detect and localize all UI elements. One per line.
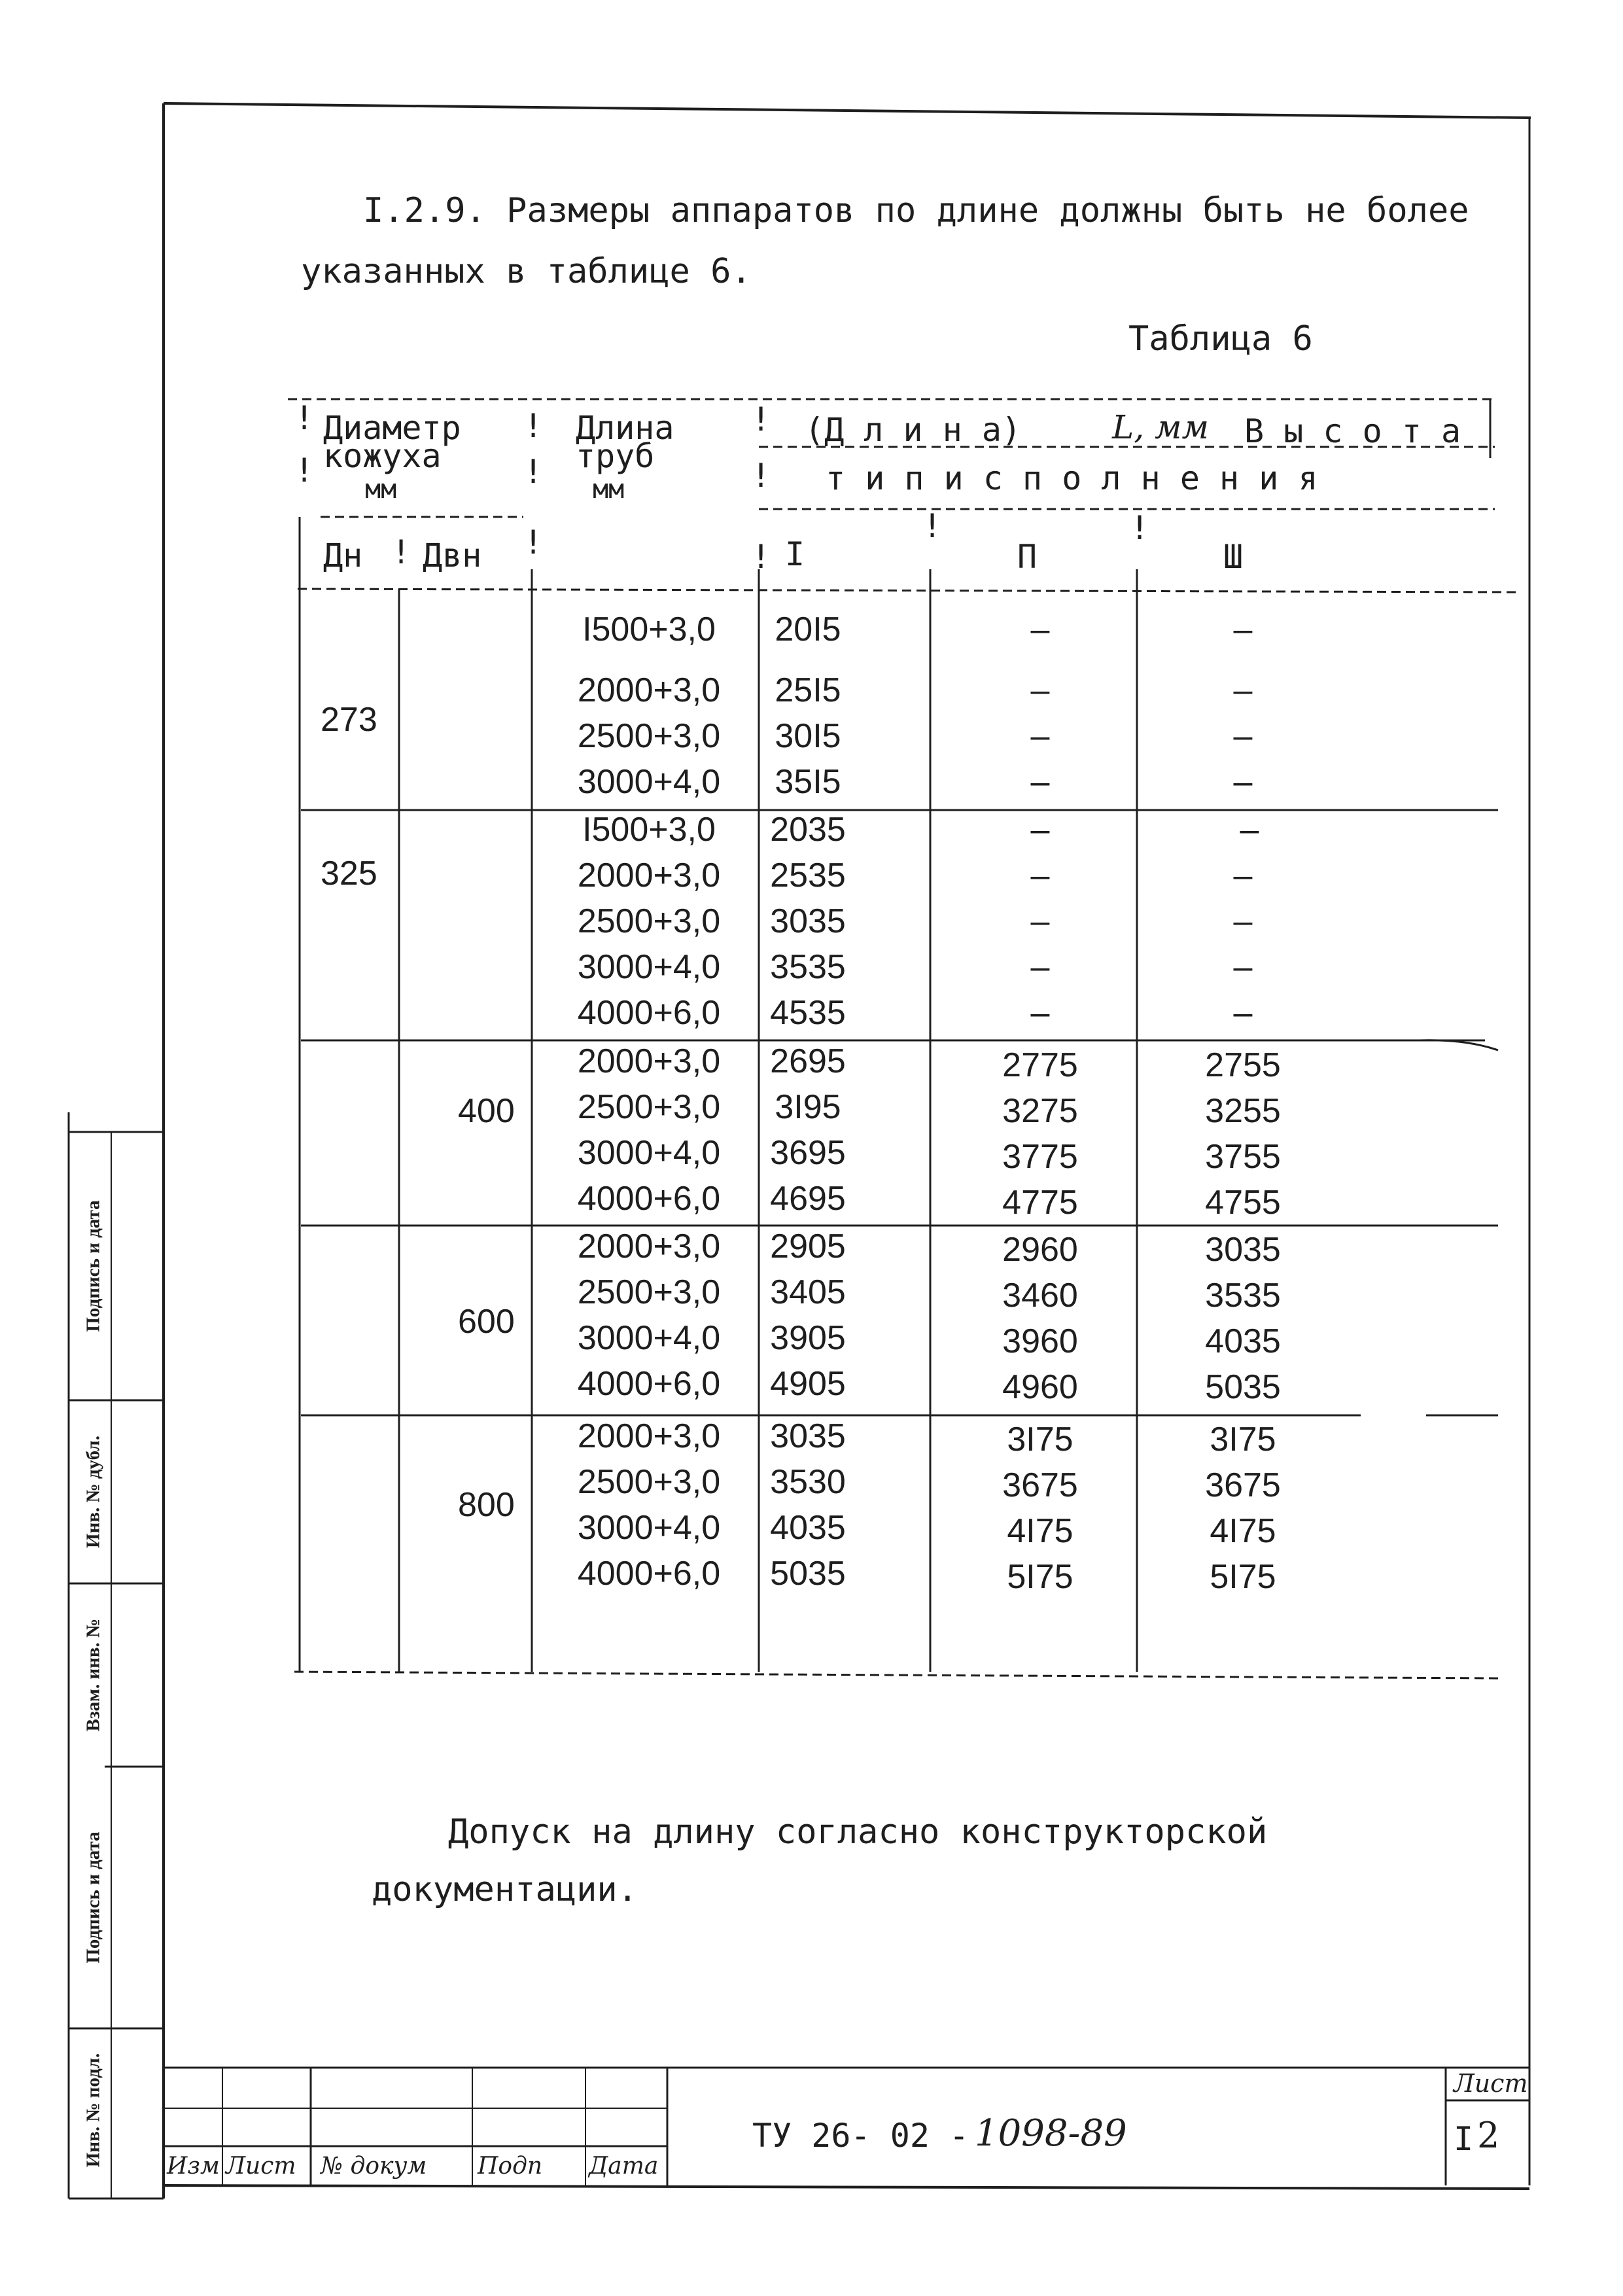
cell-type-1: 4905: [770, 1365, 846, 1403]
header-dvn: Двн: [423, 537, 482, 574]
cell-type-1: 4695: [770, 1180, 846, 1218]
cell-type-3: –: [1233, 717, 1253, 755]
cell-length: 2000+3,0: [577, 671, 721, 709]
cell-type-1: 3695: [770, 1134, 846, 1172]
document-code-handwritten: 1098-89: [975, 2112, 1127, 2155]
header-type-1: I: [785, 535, 805, 573]
divider-mark: !: [523, 407, 544, 445]
cell-length: 3000+4,0: [577, 1319, 721, 1357]
cell-type-2: 3I75: [1007, 1421, 1073, 1458]
sheet-number-handwritten: 2: [1477, 2115, 1500, 2156]
header-span-title: (Д л и н а): [805, 411, 1022, 449]
col-izm: Изм: [167, 2153, 220, 2180]
side-dup-inv: Инв. № дубл.: [82, 1436, 104, 1548]
cell-length: 2500+3,0: [577, 1088, 721, 1126]
cell-type-3: –: [1233, 610, 1253, 648]
cell-type-2: –: [1030, 610, 1050, 648]
cell-length: 3000+4,0: [577, 948, 721, 986]
cell-type-2: 4I75: [1007, 1512, 1073, 1550]
cell-type-1: 3405: [770, 1273, 846, 1311]
divider-mark: !: [523, 523, 544, 561]
cell-type-3: 3755: [1205, 1138, 1281, 1176]
cell-length: 3000+4,0: [577, 1509, 721, 1547]
cell-type-1: 4535: [770, 994, 846, 1032]
header-execution: т и п и с п о л н е н и я: [826, 459, 1318, 497]
header-diameter-unit: мм: [365, 474, 397, 504]
divider-mark: !: [1130, 509, 1150, 547]
cell-type-2: 3775: [1002, 1138, 1078, 1176]
cell-type-2: 2775: [1002, 1046, 1078, 1084]
divider-mark: !: [751, 538, 771, 576]
cell-type-3: 4755: [1205, 1184, 1281, 1222]
cell-type-2: 3460: [1002, 1277, 1078, 1315]
paragraph-line-2: указанных в таблице 6.: [301, 252, 752, 291]
cell-type-1: 2535: [770, 857, 846, 894]
cell-length: 2500+3,0: [577, 1273, 721, 1311]
header-dn: Дн: [323, 537, 363, 574]
cell-length: 3000+4,0: [577, 763, 721, 801]
cell-type-3: 4035: [1205, 1322, 1281, 1360]
cell-type-3: –: [1233, 994, 1253, 1032]
group-dn: 273: [321, 701, 377, 739]
cell-type-1: 3035: [770, 902, 846, 940]
cell-length: 4000+6,0: [577, 1555, 721, 1593]
header-tubes: труб: [576, 437, 655, 475]
cell-type-1: 4035: [770, 1509, 846, 1547]
cell-type-3: 5035: [1205, 1368, 1281, 1406]
cell-type-2: –: [1030, 763, 1050, 801]
cell-type-3: 3035: [1205, 1231, 1281, 1269]
cell-type-2: 3275: [1002, 1092, 1078, 1130]
cell-length: 3000+4,0: [577, 1134, 721, 1172]
divider-mark: !: [294, 451, 315, 489]
side-signature-date-1: Подпись и дата: [82, 1200, 104, 1332]
table-label: Таблица 6: [1128, 319, 1313, 359]
cell-type-1: 25I5: [775, 671, 841, 709]
col-doc-no: № докум: [321, 2153, 427, 2180]
cell-type-3: –: [1240, 811, 1259, 849]
cell-type-3: 3675: [1205, 1466, 1281, 1504]
cell-type-3: –: [1233, 902, 1253, 940]
header-type-3: Ш: [1223, 538, 1244, 576]
cell-type-1: 3530: [770, 1463, 846, 1501]
group-dvn: 600: [458, 1303, 515, 1341]
header-height: В ы с о т а: [1244, 412, 1461, 450]
cell-type-3: 4I75: [1210, 1512, 1276, 1550]
side-mutual-inv: Взам. инв. №: [82, 1618, 104, 1732]
sheet-label: Лист: [1454, 2069, 1528, 2098]
cell-type-2: –: [1030, 948, 1050, 986]
cell-type-2: 4775: [1002, 1184, 1078, 1222]
cell-type-2: –: [1030, 717, 1050, 755]
cell-type-1: 2905: [770, 1227, 846, 1265]
cell-type-1: 3535: [770, 948, 846, 986]
header-span-handwritten: L, мм: [1112, 408, 1209, 446]
cell-type-3: –: [1233, 671, 1253, 709]
cell-type-3: –: [1233, 763, 1253, 801]
tolerance-line-1: Допуск на длину согласно конструкторской: [448, 1812, 1268, 1852]
side-signature-date-2: Подпись и дата: [82, 1831, 104, 1964]
header-length: Длина: [576, 409, 674, 447]
divider-mark: !: [523, 453, 544, 491]
cell-type-1: 20I5: [775, 610, 841, 648]
cell-length: 2500+3,0: [577, 1463, 721, 1501]
cell-length: 4000+6,0: [577, 1180, 721, 1218]
cell-type-1: 5035: [770, 1555, 846, 1593]
cell-length: 4000+6,0: [577, 1365, 721, 1403]
group-dvn: 400: [458, 1092, 515, 1130]
cell-type-1: 3905: [770, 1319, 846, 1357]
cell-type-2: –: [1030, 811, 1050, 849]
header-type-2: П: [1017, 538, 1038, 576]
cell-type-2: 3675: [1002, 1466, 1078, 1504]
cell-type-2: 2960: [1002, 1231, 1078, 1269]
document-code: ТУ 26- 02 -: [752, 2117, 969, 2155]
cell-type-3: 2755: [1205, 1046, 1281, 1084]
cell-type-2: –: [1030, 857, 1050, 894]
cell-length: 2000+3,0: [577, 1227, 721, 1265]
divider-mark: !: [294, 399, 315, 437]
cell-type-3: 5I75: [1210, 1558, 1276, 1596]
cell-type-3: 3I75: [1210, 1421, 1276, 1458]
divider-mark: !: [391, 533, 411, 571]
col-list: Лист: [226, 2153, 296, 2180]
header-diameter: Диаметр: [323, 409, 461, 447]
cell-length: 2000+3,0: [577, 857, 721, 894]
header-casing: кожуха: [323, 437, 442, 475]
group-dvn: 800: [458, 1486, 515, 1524]
divider-mark: !: [922, 507, 943, 545]
divider-mark: !: [751, 400, 771, 438]
cell-type-2: 3960: [1002, 1322, 1078, 1360]
cell-type-3: 3535: [1205, 1277, 1281, 1315]
col-sign: Подп: [478, 2153, 543, 2180]
cell-length: 2500+3,0: [577, 717, 721, 755]
cell-type-2: –: [1030, 994, 1050, 1032]
cell-type-1: 30I5: [775, 717, 841, 755]
cell-type-3: 3255: [1205, 1092, 1281, 1130]
header-length-unit: мм: [593, 474, 625, 504]
cell-length: 2000+3,0: [577, 1417, 721, 1455]
cell-type-1: 3I95: [775, 1088, 841, 1126]
cell-type-1: 3035: [770, 1417, 846, 1455]
tolerance-line-2: документации.: [372, 1870, 638, 1909]
cell-type-3: –: [1233, 857, 1253, 894]
cell-length: 2500+3,0: [577, 902, 721, 940]
cell-length: I500+3,0: [582, 811, 716, 849]
sheet-number: I: [1454, 2120, 1474, 2158]
cell-length: I500+3,0: [582, 610, 716, 648]
group-dn: 325: [321, 855, 377, 892]
cell-type-1: 2695: [770, 1042, 846, 1080]
cell-type-1: 2035: [770, 811, 846, 849]
cell-type-2: –: [1030, 671, 1050, 709]
side-orig-inv: Инв. № подл.: [82, 2053, 104, 2168]
cell-type-1: 35I5: [775, 763, 841, 801]
divider-mark: !: [751, 457, 771, 495]
cell-type-2: 4960: [1002, 1368, 1078, 1406]
cell-type-3: –: [1233, 948, 1253, 986]
cell-type-2: 5I75: [1007, 1558, 1073, 1596]
cell-length: 2000+3,0: [577, 1042, 721, 1080]
paragraph-line-1: I.2.9. Размеры аппаратов по длине должны быть не более: [363, 191, 1469, 230]
col-date: Дата: [589, 2153, 659, 2180]
cell-type-2: –: [1030, 902, 1050, 940]
cell-length: 4000+6,0: [577, 994, 721, 1032]
